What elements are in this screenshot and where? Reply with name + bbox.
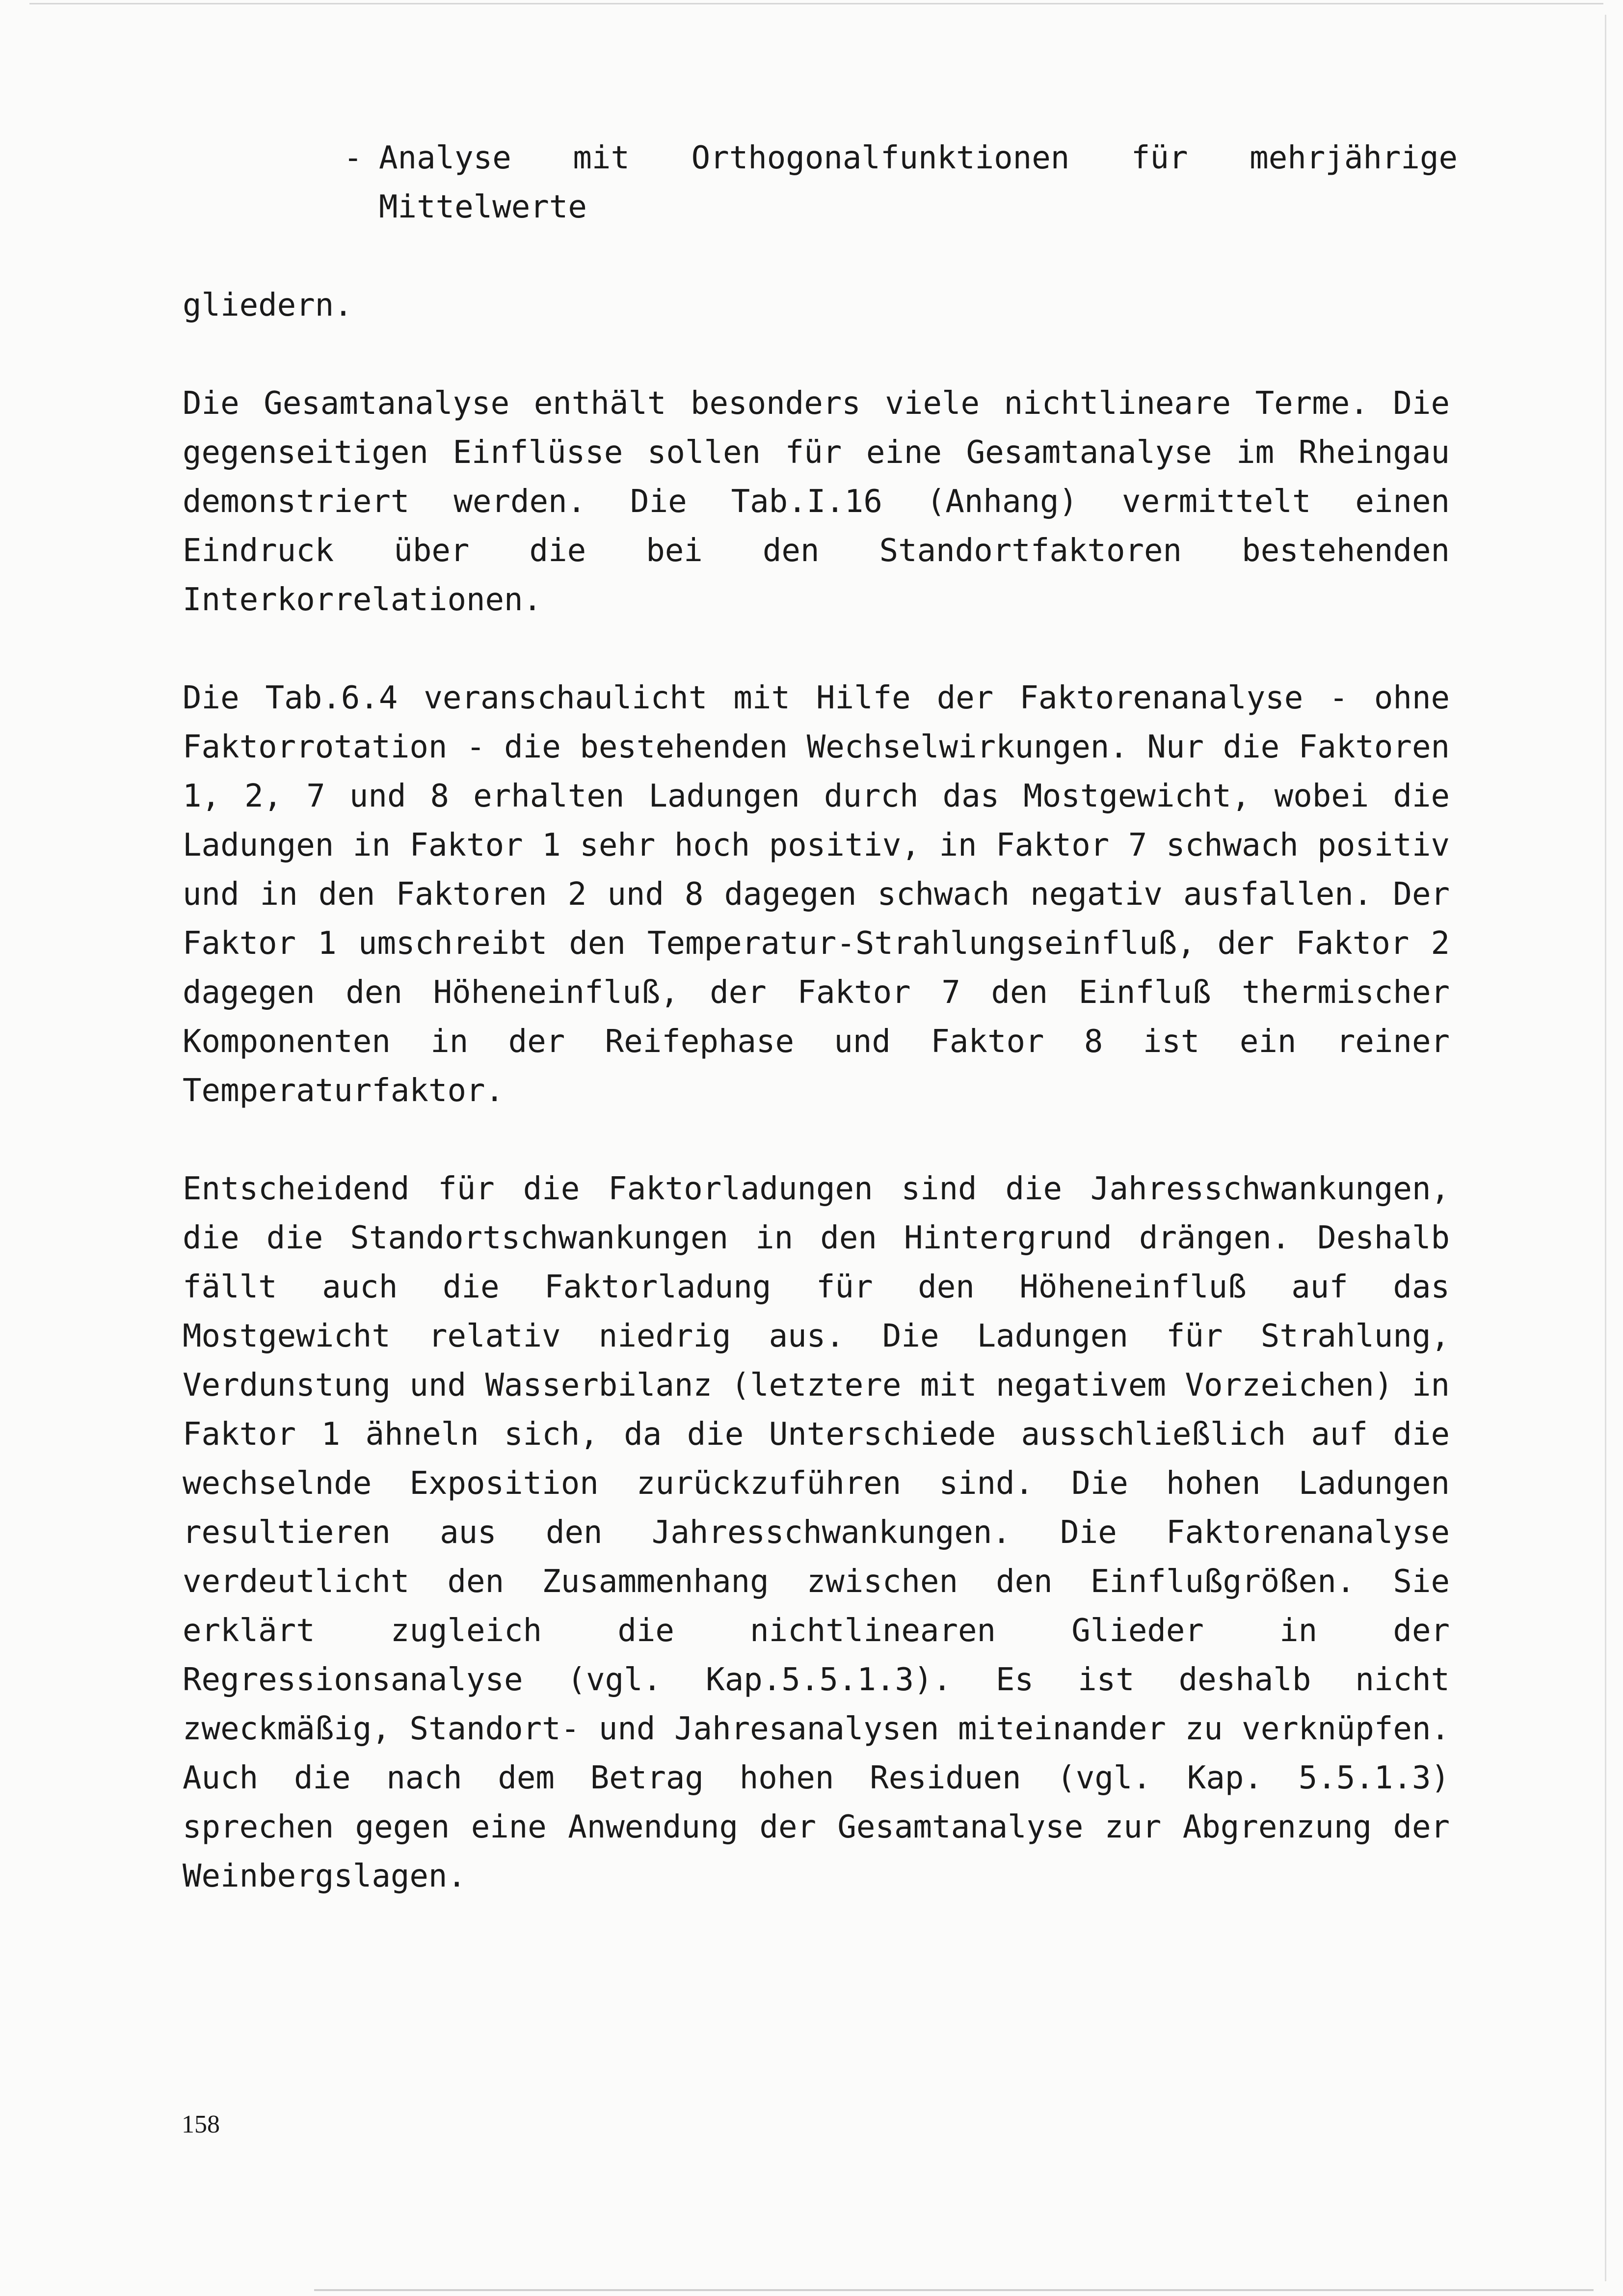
bullet-item — [344, 134, 1458, 232]
bullet-text — [379, 134, 1458, 232]
page-number: 158 — [182, 2110, 220, 2138]
bullet-line-2: Mittelwerte — [379, 189, 587, 225]
paragraph-3: Die Tab.6.4 veranschaulicht mit Hilfe der Faktorenanalyse - ohne Faktorrotation - die bestehenden Wechselwirkungen. Nur die Faktoren 1, 2, 7 und 8 erhalten Ladungen durch das Mostgewicht, wobei die Ladungen in Faktor 1 sehr hoch positiv, in Faktor 7 schwach positiv und in den Faktoren 2 und 8 dagegen schwach negativ ausfallen. Der Faktor 1 umschreibt den Temperatur-Strahlungseinfluß, der Faktor 2 dagegen den Höheneinfluß, der Faktor 7 den Einfluß thermischer Komponenten in der Reifephase und Faktor 8 ist ein reiner Temperaturfaktor. — [183, 680, 1450, 1109]
paragraph-continuation — [183, 281, 1450, 330]
scan-edge-bottom — [314, 2289, 1594, 2291]
paragraph-2: Die Gesamtanalyse enthält besonders viele nichtlineare Terme. Die gegenseitigen Einflüsse sollen für eine Gesamtanalyse im Rheingau demonstriert werden. Die Tab.I.16 (Anhang) vermittelt einen Eindruck über die bei den Standortfaktoren bestehenden Interkorrelationen. — [183, 385, 1450, 618]
paragraph-block-4 — [183, 1164, 1450, 1901]
scan-edge-top — [29, 3, 1603, 4]
paragraph-block-3 — [183, 674, 1450, 1115]
paragraph-1: gliedern. — [183, 287, 353, 324]
paragraph-block-2 — [183, 379, 1450, 624]
bullet-line-1: Analyse mit Orthogonalfunktionen für mehrjährige — [379, 140, 1458, 176]
paragraph-4: Entscheidend für die Faktorladungen sind die Jahresschwankungen, die die Standortschwankungen in den Hintergrund drängen. Deshalb fällt auch die Faktorladung für den Höheneinfluß auf das Mostgewicht relativ niedrig aus. Die Ladungen für Strahlung, Verdunstung und Wasserbilanz (letztere mit negativem Vorzeichen) in Faktor 1 ähneln sich, da die Unterschiede ausschließlich auf die wechselnde Exposition zurückzuführen sind. Die hohen Ladungen resultieren aus den Jahresschwankungen. Die Faktorenanalyse verdeutlicht den Zusammenhang zwischen den Einflußgrößen. Sie erklärt zugleich die nichtlinearen Glieder in der Regressionsanalyse (vgl. Kap.5.5.1.3). Es ist deshalb nicht zweckmäßig, Standort- und Jahresanalysen miteinander zu verknüpfen. Auch die nach dem Betrag hohen Residuen (vgl. Kap. 5.5.1.3) sprechen gegen eine Anwendung der Gesamtanalyse zur Abgrenzung der Weinbergslagen. — [183, 1171, 1450, 1894]
scan-edge-right — [1605, 15, 1606, 2281]
bullet-dash: - — [344, 140, 363, 176]
